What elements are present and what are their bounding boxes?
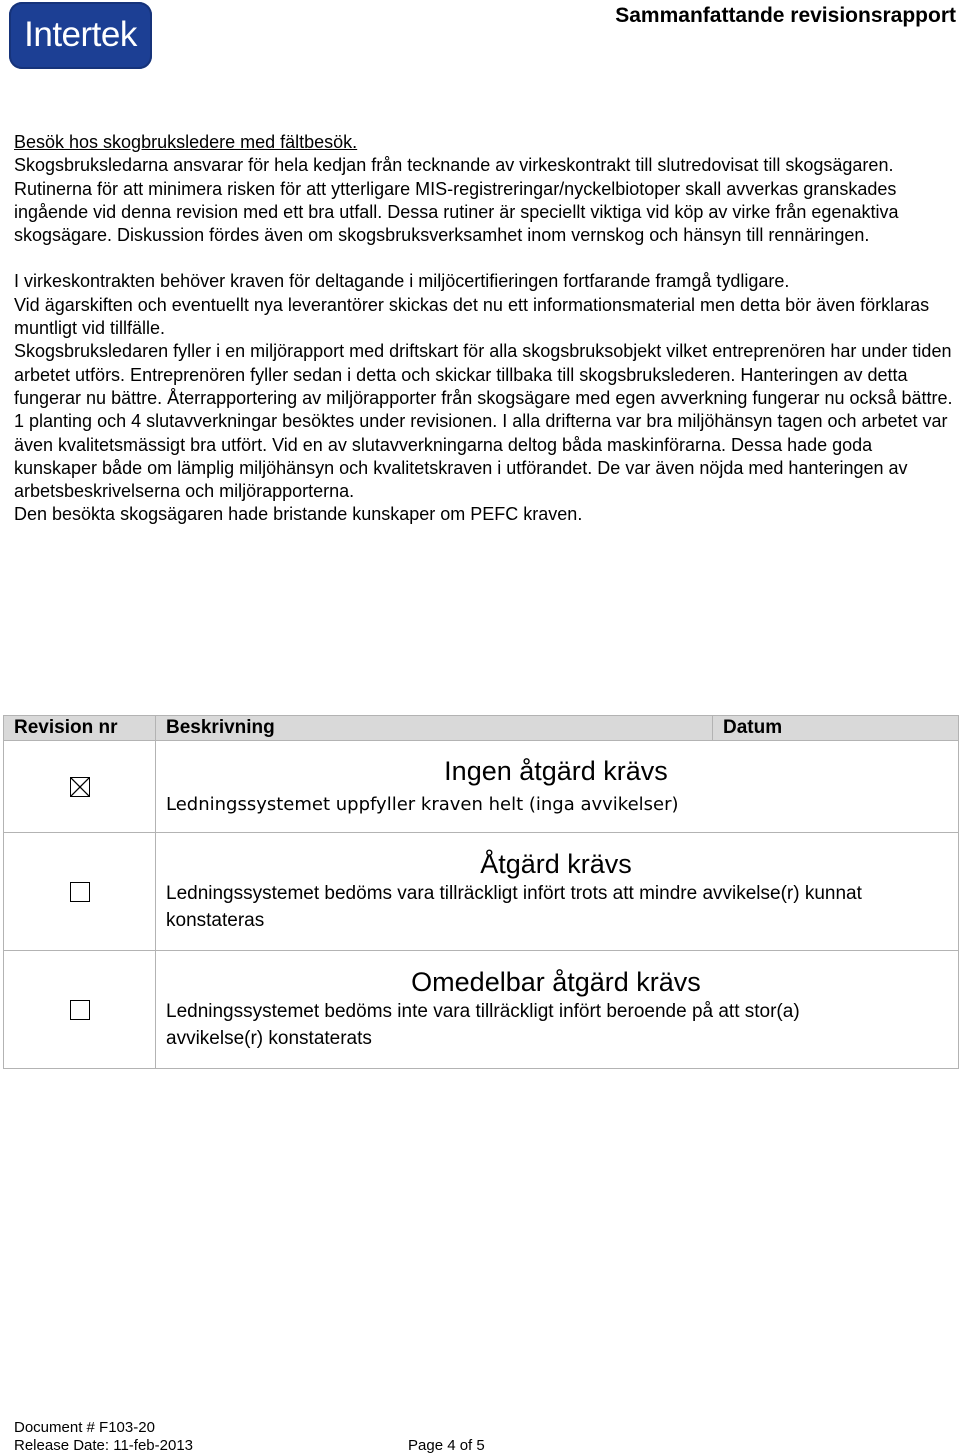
document-number: Document # F103-20 [14, 1419, 155, 1436]
revision-table [3, 715, 959, 1069]
paragraph-6: 1 planting och 4 slutavverkningar besöktes under revisionen. I alla drifterna var bra miljöhänsyn tagen och arbetet var även kvalitetsmässigt bra utfört. Vid en av slutavverkningarna deltog båda maskinförarna. Dessa hade goda kunskaper både om lämplig miljöhänsyn och kvalitetskraven i utförandet. De var även nöjda med hanteringen av arbetsbeskrivelserna och miljörapporterna. [14, 411, 948, 502]
option-title: Omedelbar åtgärd krävs [411, 967, 701, 997]
section-heading: Besök hos skogbruksledere med fältbesök. [14, 132, 358, 152]
checkbox-cell [4, 951, 156, 1069]
option-text: Ledningssystemet uppfyller kraven helt (inga avvikelser) [166, 793, 679, 815]
checkbox-unchecked[interactable] [70, 882, 90, 902]
header-description: Beskrivning [156, 716, 713, 741]
checkbox-cell [4, 833, 156, 951]
option-description [156, 951, 959, 1069]
report-body [14, 131, 958, 527]
option-description [156, 833, 959, 951]
release-date: Release Date: 11-feb-2013 [14, 1437, 194, 1454]
checkbox-cell [4, 741, 156, 833]
page-number: Page 4 of 5 [408, 1437, 485, 1454]
table-header-row [4, 716, 959, 741]
cross-icon [71, 778, 89, 796]
option-title: Ingen åtgärd krävs [444, 755, 668, 786]
header-revision-nr: Revision nr [4, 716, 156, 741]
header-date: Datum [713, 716, 959, 741]
checkbox-unchecked[interactable] [70, 1000, 90, 1020]
option-text: Ledningssystemet bedöms vara tillräckligt infört trots att mindre avvikelse(r) kunnat konstateras [166, 883, 862, 931]
option-text: Ledningssystemet bedöms inte vara tillräckligt infört beroende på att stor(a) avvikelse(r) konstaterats [166, 1001, 800, 1049]
table-row [4, 833, 959, 951]
paragraph-5: Skogsbruksledaren fyller i en miljörapport med driftskart för alla skogsbruksobjekt vilket entreprenören har under tiden arbetet utförs. Entreprenören fyller sedan i detta och skickar tillbaka till skogsbrukslederen. Hanteringen av detta fungerar nu bättre. Återrapportering av miljörapporter från skogsägare med egen avverkning fungerar nu också bättre. [14, 341, 953, 408]
checkbox-checked[interactable] [70, 777, 90, 797]
paragraph-4: Vid ägarskiften och eventuellt nya leverantörer skickas det nu ett informationsmaterial men detta bör även förklaras muntligt vid tillfälle. [14, 294, 930, 339]
intertek-logo [9, 2, 152, 69]
paragraph-3: I virkeskontrakten behöver kraven för deltagande i miljöcertifieringen fortfarande framgå tydligare. [14, 271, 790, 292]
option-title: Åtgärd krävs [480, 849, 632, 879]
option-description [156, 741, 959, 833]
report-title: Sammanfattande revisionsrapport [615, 4, 956, 27]
table-row [4, 951, 959, 1069]
footer-document-info [14, 1419, 193, 1455]
table-row [4, 741, 959, 833]
paragraph-1: Skogsbruksledarna ansvarar för hela kedjan från tecknande av virkeskontrakt till slutredovisat till skogsägaren. [14, 155, 894, 176]
logo-text: Intertek [24, 15, 137, 54]
paragraph-7: Den besökta skogsägaren hade bristande kunskaper om PEFC kraven. [14, 504, 583, 525]
paragraph-2: Rutinerna för att minimera risken för att ytterligare MIS-registreringar/nyckelbiotoper skall avverkas granskades ingående vid denna revision med ett bra utfall. Dessa rutiner är speciellt viktiga vid köp av virke från egenaktiva skogsägare. Diskussion fördes även om skogsbruksverksamhet inom vernskog och hänsyn till rennäringen. [14, 178, 899, 246]
